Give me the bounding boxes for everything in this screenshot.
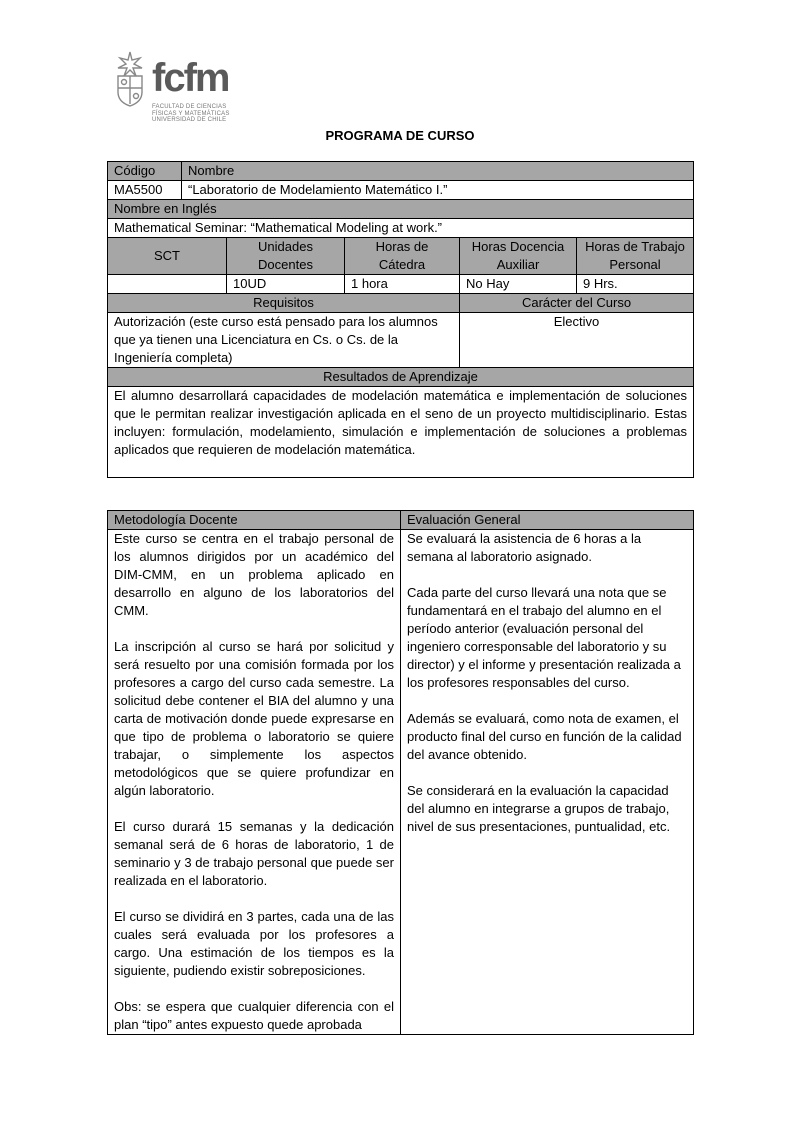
course-code: MA5500: [108, 181, 182, 200]
caracter-value: Electivo: [460, 313, 694, 368]
english-name-label: Nombre en Inglés: [108, 200, 694, 219]
resultados-header-row: [108, 368, 694, 387]
metodologia-paragraph: Obs: se espera que cualquier diferencia con el plan “tipo” antes expuesto quede aprobada: [114, 999, 394, 1032]
unidades-value: 10UD: [227, 275, 345, 294]
resultados-value: El alumno desarrollará capacidades de modelación matemática e implementación de soluciones que le permitan realizar investigación aplicada en el seno de un proyecto multidisciplinario. Estas incluyen: formulación, modelamiento, simulación e implementación de soluciones a problemas aplicados que requieren de modelación matemática.: [108, 387, 694, 478]
evaluacion-paragraph: Se evaluará la asistencia de 6 horas a la semana al laboratorio asignado.: [407, 531, 642, 564]
metodologia-paragraph: Este curso se centra en el trabajo personal de los alumnos dirigidos por un académico del DIM-CMM, en un problema aplicado en desarrollo en alguno de los laboratorios del CMM.: [114, 531, 394, 618]
english-name: Mathematical Seminar: “Mathematical Modeling at work.”: [108, 219, 694, 238]
metodologia-paragraph: El curso durará 15 semanas y la dedicación semanal será de 6 horas de laboratorio, 1 de seminario y 3 de trabajo personal que puede ser realizada en el laboratorio.: [114, 819, 394, 888]
metodologia-cell: [108, 530, 401, 1035]
metodologia-paragraph: La inscripción al curso se hará por solicitud y será resuelto por una comisión formada por los profesores a cargo del curso cada semestre. La solicitud debe contener el BIA del alumno y una carta de motivación donde puede expresarse en que tipo de problema o laboratorio se quiere trabajar, o simplemente los aspectos metodológicos que se quiere profundizar en algún laboratorio.: [114, 639, 394, 798]
faculty-subtitle: FACULTAD DE CIENCIAS FÍSICAS Y MATEMÁTICAS UNIVERSIDAD DE CHILE: [152, 104, 230, 123]
methodology-content-row: [108, 530, 694, 1035]
english-name-row: [108, 219, 694, 238]
auxiliar-header: Horas Docencia Auxiliar: [460, 238, 577, 275]
catedra-header: Horas de Cátedra: [345, 238, 460, 275]
methodology-header-row: [108, 511, 694, 530]
personal-header: Horas de Trabajo Personal: [577, 238, 694, 275]
code-name-row: [108, 181, 694, 200]
sct-header: SCT: [108, 238, 227, 275]
unidades-header: Unidades Docentes: [227, 238, 345, 275]
metodologia-label: Metodología Docente: [108, 511, 401, 530]
fcfm-logo: [112, 48, 242, 128]
caracter-label: Carácter del Curso: [460, 294, 694, 313]
requisitos-value: Autorización (este curso está pensado para los alumnos que ya tienen una Licenciatura en Cs. o Cs. de la Ingeniería completa): [108, 313, 460, 368]
metodologia-paragraph: El curso se dividirá en 3 partes, cada una de las cuales será evaluada por los profesores a cargo. Una estimación de los tiempos es la siguiente, pudiendo existir sobreposiciones.: [114, 909, 394, 978]
requisitos-label: Requisitos: [108, 294, 460, 313]
resultados-row: [108, 387, 694, 478]
course-name: “Laboratorio de Modelamiento Matemático I.”: [182, 181, 694, 200]
fcfm-wordmark: fcfm: [152, 56, 229, 100]
english-label-row: [108, 200, 694, 219]
evaluacion-paragraph: Cada parte del curso llevará una nota que se fundamentará en el trabajo del alumno en el período anterior (evaluación personal del ingeniero corresponsable del laboratorio y su director) y el informe y presentación realizada a los profesores responsables del curso.: [407, 585, 681, 690]
resultados-label: Resultados de Aprendizaje: [108, 368, 694, 387]
auxiliar-value: No Hay: [460, 275, 577, 294]
requisitos-header-row: [108, 294, 694, 313]
code-name-header-row: [108, 162, 694, 181]
name-label: Nombre: [182, 162, 694, 181]
evaluacion-label: Evaluación General: [401, 511, 694, 530]
document-title: PROGRAMA DE CURSO: [325, 128, 475, 143]
catedra-value: 1 hora: [345, 275, 460, 294]
evaluacion-cell: [401, 530, 694, 1035]
sct-value: [108, 275, 227, 294]
hours-values-row: [108, 275, 694, 294]
evaluacion-paragraph: Se considerará en la evaluación la capacidad del alumno en integrarse a grupos de trabajo, nivel de sus presentaciones, puntualidad, etc.: [407, 783, 671, 834]
hours-header-row: [108, 238, 694, 275]
requisitos-row: [108, 313, 694, 368]
methodology-table: [107, 510, 694, 1035]
university-seal-icon: [112, 48, 148, 108]
code-label: Código: [108, 162, 182, 181]
personal-value: 9 Hrs.: [577, 275, 694, 294]
course-info-table: [107, 161, 694, 478]
evaluacion-paragraph: Además se evaluará, como nota de examen, el producto final del curso en función de la calidad del avance obtenido.: [407, 711, 682, 762]
